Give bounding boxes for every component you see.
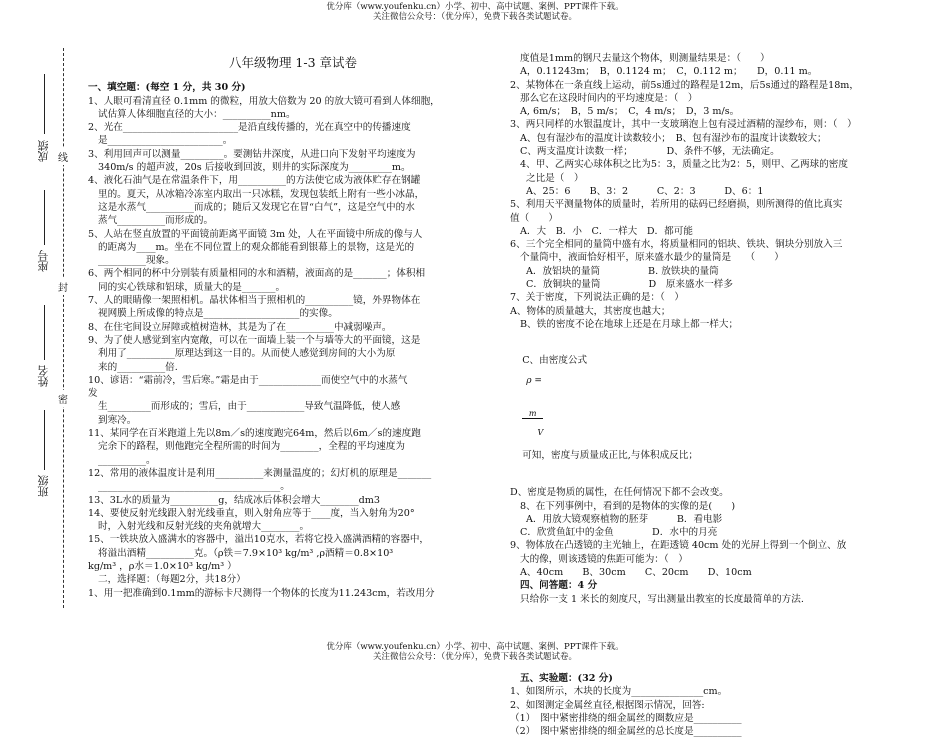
question-line: 1、如图所示，木块的长度为_______________cm。 [510, 686, 728, 698]
fraction-numerator: m [522, 409, 543, 419]
question-line: 里的。夏天，从冰箱冷冻室内取出一只冰糕，发现包装纸上附有一些小冰晶， [98, 188, 425, 200]
question-line: 14、要使反射光线跟入射光线垂直，则入射角应等于____度，当入射角为20° [88, 507, 415, 519]
question-line: A、包有湿沙布的温度计读数较小； B、包有湿沙布的温度计读数较大； [520, 132, 827, 144]
right-question-list-b [510, 486, 930, 606]
question-line: 只给你一支 1 米长的刻度尺，写出测量出教室的长度最简单的方法. [520, 593, 804, 605]
question-line: 时，入射光线和反射光线的夹角就增大________。 [98, 521, 310, 533]
question-line: 视网膜上所成像的特点是____________________的实像。 [98, 308, 338, 320]
binding-margin [0, 40, 80, 620]
question-line: D、密度是物质的属性，在任何情况下都不会改变。 [510, 487, 729, 499]
question-line: A．用放大镜观察植物的胚芽 B．看电影 [526, 513, 723, 525]
question-line: C．欣赏鱼缸中的金鱼 D．水中的月亮 [520, 527, 718, 539]
right-question-list-a [510, 52, 930, 331]
score-label: 成绩 [37, 140, 50, 162]
question-line: 3、利用回声可以测量_________。要测钻井深度，从进口向下发射平均速度为 [88, 148, 416, 160]
question-line: 12、常用的液体温度计是利用__________来测量温度的；幻灯机的原理是_______ [88, 467, 432, 479]
question-line: 生_________而形成的；雪后，由于____________导致气温降低，使人感 [98, 401, 401, 413]
question-line: （2） 图中紧密排绕的细金属丝的总长度是__________ [510, 726, 742, 738]
seal-char-line: 线 [58, 148, 68, 165]
question-line: 五、实验题：(32 分) [520, 672, 613, 684]
question-line: A、25：6 B、3：2 C、2：3 D、6：1 [526, 185, 764, 197]
footer-line-2: 关注微信公众号：（优分库），免费下载各类试题试卷。 [372, 652, 577, 662]
question-line: 340m/s 的超声波，20s 后接收到回波，则井的实际深度为_________m。 [98, 162, 411, 174]
question-line: 四、问答题：4 分 [520, 580, 598, 592]
question-line: 之比是（ ） [526, 172, 584, 184]
fraction-denominator: V [537, 428, 544, 438]
name-blank [44, 305, 45, 360]
question-line: 6、两个相同的杯中分别装有质量相同的水和酒精，液面高的是_______；体积相 [88, 268, 426, 280]
question-line: B、铁的密度不论在地球上还是在月球上都一样大； [520, 318, 739, 330]
question-line: A, 6m/s； B，5 m/s； C，4 m/s； D，3 m/s。 [520, 106, 740, 118]
answer-space [510, 606, 930, 672]
question-line: 8、在住宅间设立屏障或植树造林，其是为了在__________中减弱噪声。 [88, 321, 392, 333]
seat-label: 座号 [37, 250, 50, 272]
left-question-list [88, 81, 498, 600]
question-line: 1、用一把准确到0.1mm的游标卡尺测得一个物体的长度为11.243cm，若改用分 [88, 587, 435, 599]
question-line: 3、两只同样的水银温度计，其中一支玻璃泡上包有浸过酒精的湿纱布，则：（ ） [510, 119, 857, 131]
seal-dashed-line [63, 48, 64, 608]
question-line: 2、光在________________________是沿直线传播的，光在真空中的传播速度 [88, 122, 411, 134]
question-line: 试估算人体细胞直径的大小：__________nm。 [98, 108, 296, 120]
question-line: 13、3L水的质量为__________g，结成冰后体积会增大________dm3 [88, 494, 381, 506]
page-footer [0, 642, 950, 662]
footer-line-1: 优分库（www.youfenku.cn）小学、初中、高中试题、案例、PPT课件下载。 [326, 642, 624, 652]
question-line: 2、如图测定金属丝直径,根据图示情况，回答: [510, 699, 705, 711]
question-line: 个量筒中，液面恰好相平，原来盛水最少的量筒是 （ ） [520, 252, 784, 264]
question-line: 9、为了使人感觉到室内宽敞，可以在一面墙上装一个与墙等大的平面镜，这是 [88, 334, 421, 346]
question-line: 利用了__________原理达到这一目的。从而使人感觉到房间的大小为原 [98, 348, 396, 360]
question-line: 这是水蒸气__________而成的；随后又发现它在冒“白气”，这是空气中的水 [98, 201, 415, 213]
question-line: A、40cm B、30cm C、20cm D、10cm [520, 567, 752, 579]
question-line: 到寒冷。 [98, 414, 137, 426]
question-line: 7、关于密度，下列说法正确的是：（ ） [510, 292, 684, 304]
question-line: 一、填空题：(每空 1 分，共 30 分) [88, 82, 246, 94]
option-c-prefix: C、由密度公式 [522, 355, 588, 367]
formula-lhs: ρ = [526, 376, 542, 387]
question-line: __________。 [98, 454, 156, 466]
question-line: 10、谚语：“霜前冷，雪后寒。”霜是由于_____________而使空气中的水蒸气 [88, 374, 408, 386]
question-line: C、两支温度计读数一样； D、条件不够，无法确定。 [520, 146, 780, 158]
question-line: 发 [88, 388, 98, 400]
question-line: __________现象。 [98, 255, 175, 267]
question-line: 将溢出酒精__________克。（ρ铁＝7.9×10³ kg/m³ ,ρ酒精＝0.8×10³ [98, 547, 394, 559]
question-line: ______________________________________。 [98, 481, 290, 493]
class-label: 班级 [37, 475, 50, 497]
question-line: 15、一铁块放入盛满水的容器中，溢出10克水，若将它投入盛满酒精的容器中， [88, 534, 430, 546]
question-line: 1、人眼可看清直径 0.1mm 的微粒，用放大倍数为 20 的放大镜可看到人体细胞， [88, 95, 440, 107]
question-line: A．放铝块的量筒 B. 放铁块的量筒 [526, 265, 719, 277]
question-line: 11、某同学在百米跑道上先以8m／s的速度跑完64m，然后以6m／s的速度跑 [88, 428, 421, 440]
density-fraction [522, 391, 543, 446]
question-line: 2、某物体在一条直线上运动，前5s通过的路程是12m，后5s通过的路程是18m， [510, 79, 859, 91]
question-line: 5、人站在竖直放置的平面镜前距离平面镜 3m 处，人在平面镜中所成的像与人 [88, 228, 423, 240]
question-line: A、物体的质量越大，其密度也越大； [510, 305, 671, 317]
seal-char-seal: 封 [58, 278, 68, 295]
question-line: 二，选择题：（每题2分，共18分） [98, 574, 246, 586]
right-question-list-c [510, 672, 930, 738]
page-header [0, 2, 950, 22]
question-line: 4、液化石油气是在常温条件下，用__________的方法使它成为液体贮存在钢罐 [88, 175, 421, 187]
header-line-1: 优分库（www.youfenku.cn）小学、初中、高中试题、案例、PPT课件下载。 [326, 2, 624, 12]
option-c-suffix: 可知，密度与质量成正比,与体积成反比； [522, 450, 698, 462]
question-line: 9、物体放在凸透镜的主光轴上，在距透镜 40cm 处的光屏上得到一个倒立、放 [510, 540, 847, 552]
exam-title: 八年级物理 1-3 章试卷 [228, 55, 358, 70]
question-line: 来的__________倍. [98, 361, 178, 373]
question-line: 蒸气__________而形成的。 [98, 215, 214, 227]
question-line: A．大 B．小 C．一样大 D．都可能 [520, 225, 693, 237]
name-label: 姓名 [37, 365, 50, 387]
option-c-formula-line [510, 331, 930, 486]
seal-char-secret: 密 [58, 390, 68, 407]
left-column [88, 50, 498, 600]
right-column [510, 52, 930, 738]
question-line: 度值是1mm的钢尺去量这个物体，则测量结果是：（ ） [520, 53, 770, 64]
question-line: 6、三个完全相同的量筒中盛有水，将质量相同的铝块、铁块、铜块分别放入三 [510, 239, 843, 251]
question-line: 是________________________。 [98, 135, 233, 147]
question-line: 4、甲、乙两实心球体积之比为5：3，质量之比为2：5，则甲、乙两球的密度 [520, 159, 848, 171]
class-blank [44, 410, 45, 470]
question-line: 大的像，则该透镜的焦距可能为：（ ） [520, 553, 688, 565]
question-line: 同的实心铁球和铝球，质量大的是_______。 [98, 281, 286, 293]
question-line: A，0.11243m； B，0.1124 m； C，0.112 m； D，0.11 m。 [520, 66, 818, 78]
question-line: 完余下的路程，则他跑完全程所需的时间为________，全程的平均速度为 [98, 441, 405, 453]
question-line: 的距离为____m。坐在不同位置上的观众都能看到银幕上的景物，这是光的 [98, 241, 415, 253]
question-line: 那么它在这段时间内的平均速度是：（ ） [520, 92, 698, 104]
question-line: （1） 图中紧密排绕的细金属丝的圈数应是__________ [510, 712, 742, 724]
seat-blank [44, 190, 45, 245]
question-line: kg/m³ ，ρ水＝1.0×10³ kg/m³ ） [88, 560, 237, 572]
score-blank [44, 74, 45, 134]
question-line: C．放铜块的量筒 D 原来盛水一样多 [526, 279, 733, 291]
question-line: 7、人的眼睛像一架照相机。晶状体相当于照相机的__________镜，外界物体在 [88, 295, 421, 307]
header-line-2: 关注微信公众号：（优分库），免费下载各类试题试卷。 [372, 12, 577, 22]
question-line: 8、在下列事例中，看到的是物体的实像的是( ) [520, 500, 736, 512]
question-line: 5、利用天平测量物体的质量时，若所用的砝码已经磨损，则所测得的值比真实 [510, 199, 843, 211]
question-line: 值（ ） [510, 212, 558, 224]
